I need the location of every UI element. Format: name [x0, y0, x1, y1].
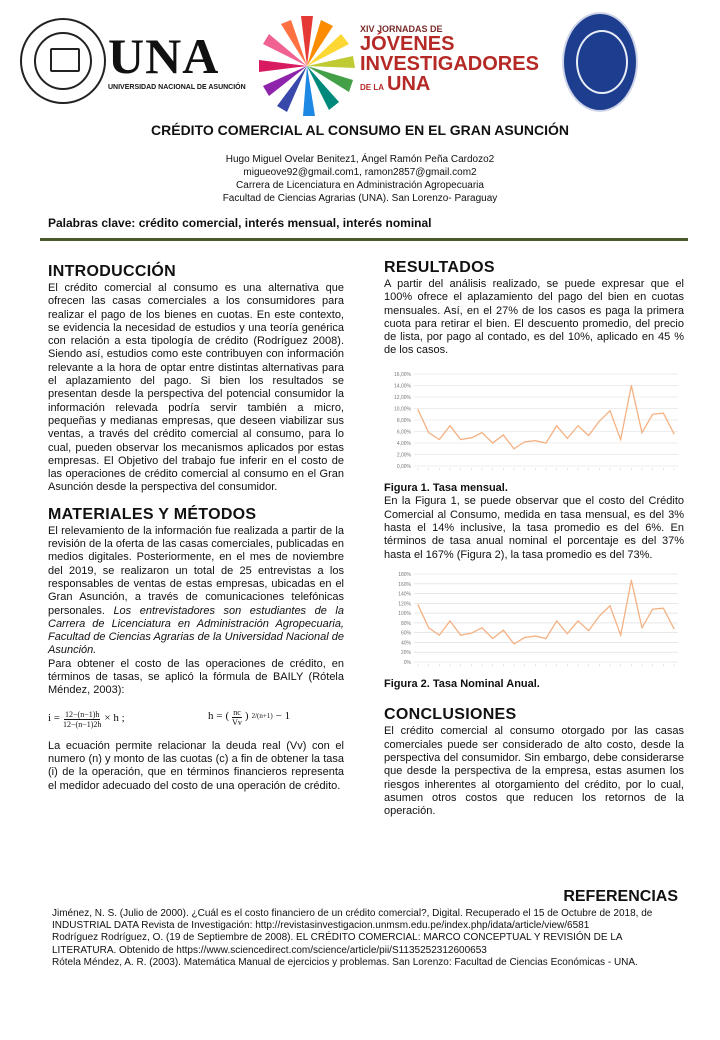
data-point: [417, 409, 418, 410]
methods-text3: La ecuación permite relacionar la deuda real (Vv) con el numero (n) y monto de las cuotas (c) a fin de obtener la tasa (i) de la operación, que en términos financieros representa el medidor adecuado del costo de una operación de crédito.: [48, 739, 344, 792]
fig2-caption: Figura 2. Tasa Nominal Anual.: [384, 678, 540, 691]
y-tick-label: 2,00%: [396, 452, 411, 459]
data-point: [663, 412, 664, 413]
data-point: [449, 425, 450, 426]
y-tick-label: 180%: [398, 571, 411, 578]
data-point: [641, 627, 642, 628]
formula2-lhs: h =: [208, 710, 223, 723]
right-column: [384, 258, 684, 819]
data-point: [652, 413, 653, 414]
methods-paragraph-1: [48, 525, 344, 658]
data-point: [673, 433, 674, 434]
jornadas-logo: [360, 24, 540, 104]
data-point: [620, 439, 621, 440]
formula1-lhs: i =: [48, 712, 61, 725]
data-point: [471, 632, 472, 633]
series-line: [418, 385, 674, 448]
formula2-fraction: [232, 708, 242, 727]
data-point: [641, 432, 642, 433]
keywords: Palabras clave: crédito comercial, interés mensual, interés nominal: [48, 216, 432, 230]
methods-text2: Para obtener el costo de las operaciones de crédito, en términos de tasas, se aplicó la fórmula de BAILY (Rótela Méndez, 2003):: [48, 657, 344, 697]
y-tick-label: 12,00%: [394, 394, 411, 401]
una-logo-text: UNA: [108, 28, 220, 84]
y-tick-label: 40%: [400, 640, 411, 647]
data-point: [631, 580, 632, 581]
data-point: [588, 630, 589, 631]
data-point: [545, 638, 546, 639]
author-program: Carrera de Licenciatura en Administración Agropecuaria: [236, 180, 484, 191]
data-point: [609, 410, 610, 411]
y-tick-label: 4,00%: [396, 440, 411, 447]
monthly-rate-chart: [384, 368, 684, 476]
results-text2: En la Figura 1, se puede observar que el costo del Crédito Comercial al Consumo, medida en tasa mensual, es del 3% hasta el 14% inclusive, la tasa promedio es del 6%. En términos de tasa anual nominal el porcentaje es del 37% hasta el 167% (Figura 2), la tasa promedio es del 73%.: [384, 495, 684, 561]
conclusions-heading: CONCLUSIONES: [384, 706, 517, 724]
data-point: [599, 615, 600, 616]
conclusions-text: El crédito comercial al consumo otorgado por las casas comerciales puede ser considerado de alto costo, desde la perspectiva del consumidor. Sin embargo, debe considerarse que desde la perspectiva de la empresa, estas asumen los riesgos inherentes al otorgamiento del crédito, por lo cual, asumen otros costos que reducen los retornos de la operación.: [384, 725, 684, 818]
y-tick-label: 0,00%: [396, 463, 411, 470]
y-tick-label: 14,00%: [394, 383, 411, 390]
reference-item: Rodríguez Rodríguez, O. (19 de Septiembre de 2008). EL CRÉDITO COMERCIAL: MARCO CONCEPTUAL Y REVISIÓN DE LA LITERATURA. Obtenido de https://www.sciencedirect.com/science/article/pii/S1135252312600653: [52, 932, 623, 956]
event-line4-group: [360, 74, 540, 94]
una-logo-subtitle: UNIVERSIDAD NACIONAL DE ASUNCIÓN: [108, 84, 246, 91]
event-line4: UNA: [387, 73, 431, 95]
intro-text: El crédito comercial al consumo es una alternativa que ofrecen las casas comerciales a los consumidores para realizar el pago de los bienes en cuotas. En este contexto, se evidencia la necesidad de estudios y una teoría genérica con relación a esta tipología de crédito (Rodríguez 2008). Siendo así, estudios como este contribuyen con información relevante a la hora de optar entre distintas alternativas para el aplazamiento del pago. Si bien los resultados se presentan desde la perspectiva del potencial consumidor la información relevada podría servir también a micro, pequeñas y medianas empresas, que deseen viabilizar sus ventas, a través del crédito comercial al consumo, para lo cual, pueden observar los mecanismos aplicados por estas empresas. El Objetivo del trabajo fue inferir en el costo de las operaciones de crédito comercial al consumo en el Gran Asunción desde la perspectiva del consumidor.: [48, 282, 344, 494]
data-point: [449, 620, 450, 621]
una-seal-logo: [20, 18, 106, 104]
formula2-numerator: nc: [233, 707, 241, 717]
data-point: [556, 620, 557, 621]
data-point: [588, 435, 589, 436]
data-point: [652, 608, 653, 609]
methods-heading: MATERIALES Y MÉTODOS: [48, 505, 257, 523]
data-point: [492, 638, 493, 639]
references-heading: REFERENCIAS: [563, 888, 678, 905]
event-line2: JÓVENES: [360, 33, 455, 55]
author-names: Hugo Miguel Ovelar Benitez1, Ángel Ramón Peña Cardozo2: [225, 154, 495, 165]
formula2-denominator: Vv: [232, 717, 242, 727]
data-point: [524, 441, 525, 442]
data-point: [609, 605, 610, 606]
data-point: [439, 634, 440, 635]
y-tick-label: 20%: [400, 650, 411, 657]
data-point: [417, 604, 418, 605]
y-tick-label: 60%: [400, 630, 411, 637]
data-point: [492, 442, 493, 443]
data-point: [556, 425, 557, 426]
data-point: [535, 635, 536, 636]
y-tick-label: 80%: [400, 620, 411, 627]
data-point: [673, 628, 674, 629]
formula2-rhs: − 1: [275, 710, 291, 723]
data-point: [460, 439, 461, 440]
reference-item: Jiménez, N. S. (Julio de 2000). ¿Cuál es el costo financiero de un crédito comercial?, Digital. Recuperado el 15 de Octubre de 2018, de INDUSTRIAL DATA Revista de Investigación: http://revistasinvestigacion.unmsm.edu.pe/index.php/idata/article/view/6581: [52, 908, 653, 932]
formula2-paren-open: (: [225, 710, 230, 723]
y-tick-label: 16,00%: [394, 371, 411, 378]
left-column: [48, 262, 344, 793]
book-icon: [50, 48, 80, 72]
y-tick-label: 8,00%: [396, 417, 411, 424]
methods-text1-italic: Los entrevistadores son estudiantes de la Carrera de Licenciatura en Administración Agropecuaria, Facultad de Ciencias Agrarias de la Universidad Nacional de Asunción.: [48, 604, 344, 657]
faculty-seal-logo: [562, 12, 638, 112]
formula2-paren-close: ): [244, 710, 249, 723]
references-list: [52, 908, 684, 969]
data-point: [663, 607, 664, 608]
y-tick-label: 6,00%: [396, 429, 411, 436]
event-line3: INVESTIGADORES: [360, 53, 539, 75]
data-point: [620, 634, 621, 635]
reference-item: Rótela Méndez, A. R. (2003). Matemática Manual de ejercicios y problemas. San Lorenzo: Facultad de Ciencias Económicas - UNA.: [52, 956, 638, 968]
data-point: [471, 437, 472, 438]
data-point: [524, 637, 525, 638]
faculty-seal-inner-ring: [576, 30, 628, 94]
fig1-caption: Figura 1. Tasa mensual.: [384, 482, 508, 495]
logo-row: [0, 0, 720, 120]
y-tick-label: 160%: [398, 581, 411, 588]
data-point: [460, 634, 461, 635]
formula-i: [48, 710, 125, 729]
formula-h: [208, 708, 290, 727]
una-wordmark-logo: [108, 30, 248, 95]
formula1-rhs: × h ;: [104, 712, 125, 725]
authors-block: [0, 153, 720, 205]
data-point: [428, 627, 429, 628]
y-tick-label: 140%: [398, 591, 411, 598]
data-point: [577, 620, 578, 621]
author-faculty: Facultad de Ciencias Agrarias (UNA). San Lorenzo- Paraguay: [222, 193, 498, 204]
poster-title: CRÉDITO COMERCIAL AL CONSUMO EN EL GRAN ASUNCIÓN: [151, 122, 569, 138]
data-point: [481, 432, 482, 433]
data-point: [503, 434, 504, 435]
event-line4-prefix: DE LA: [360, 83, 384, 92]
results-text1: A partir del análisis realizado, se puede expresar que el 100% ofrece el aplazamiento del pago del bien en cuotas mensuales. Así, en el 27% de los casos es paga la primera cuota para retirar el bien. El descuento promedio, del precio de lista, por pago al contado, es del 10%, aplicado en 45 % de los casos.: [384, 278, 684, 357]
formula1-denominator: 12−(n−1)2h: [63, 719, 102, 729]
intro-heading: INTRODUCCIÓN: [48, 263, 177, 280]
y-tick-label: 10,00%: [394, 406, 411, 413]
data-point: [545, 442, 546, 443]
formula2-exponent: 2/(n+1): [251, 712, 273, 721]
y-tick-label: 0%: [403, 659, 411, 666]
data-point: [439, 439, 440, 440]
formula1-fraction: [63, 710, 101, 729]
author-emails: migueove92@gmail.com1, ramon2857@gmail.com2: [243, 167, 477, 178]
color-burst-logo: [252, 8, 362, 118]
data-point: [513, 643, 514, 644]
data-point: [631, 385, 632, 386]
data-point: [481, 627, 482, 628]
y-tick-label: 100%: [398, 610, 411, 617]
results-heading: RESULTADOS: [384, 259, 495, 276]
data-point: [567, 438, 568, 439]
header-divider: [40, 238, 688, 241]
event-line1: XIV JORNADAS DE: [360, 24, 443, 34]
methods-text1: El relevamiento de la información fue realizada a partir de la revisión de la oferta de las casas comerciales, publicadas en medios digitales. Posteriormente, en el mes de noviembre del 2019, se realizaron un total de 25 entrevistas a los responsables de ventas de estas empresas, ubicadas en el Gran Asunción, a través de comunicaciones telefónicas personales.: [48, 524, 344, 617]
data-point: [503, 629, 504, 630]
data-point: [567, 633, 568, 634]
baily-formula: [48, 702, 344, 738]
formula1-numerator: 12−(n−1)h: [65, 709, 100, 719]
data-point: [428, 432, 429, 433]
data-point: [577, 425, 578, 426]
series-line: [418, 580, 674, 644]
y-tick-label: 120%: [398, 601, 411, 608]
data-point: [535, 440, 536, 441]
data-point: [513, 448, 514, 449]
annual-nominal-rate-chart: [384, 568, 684, 672]
data-point: [599, 420, 600, 421]
